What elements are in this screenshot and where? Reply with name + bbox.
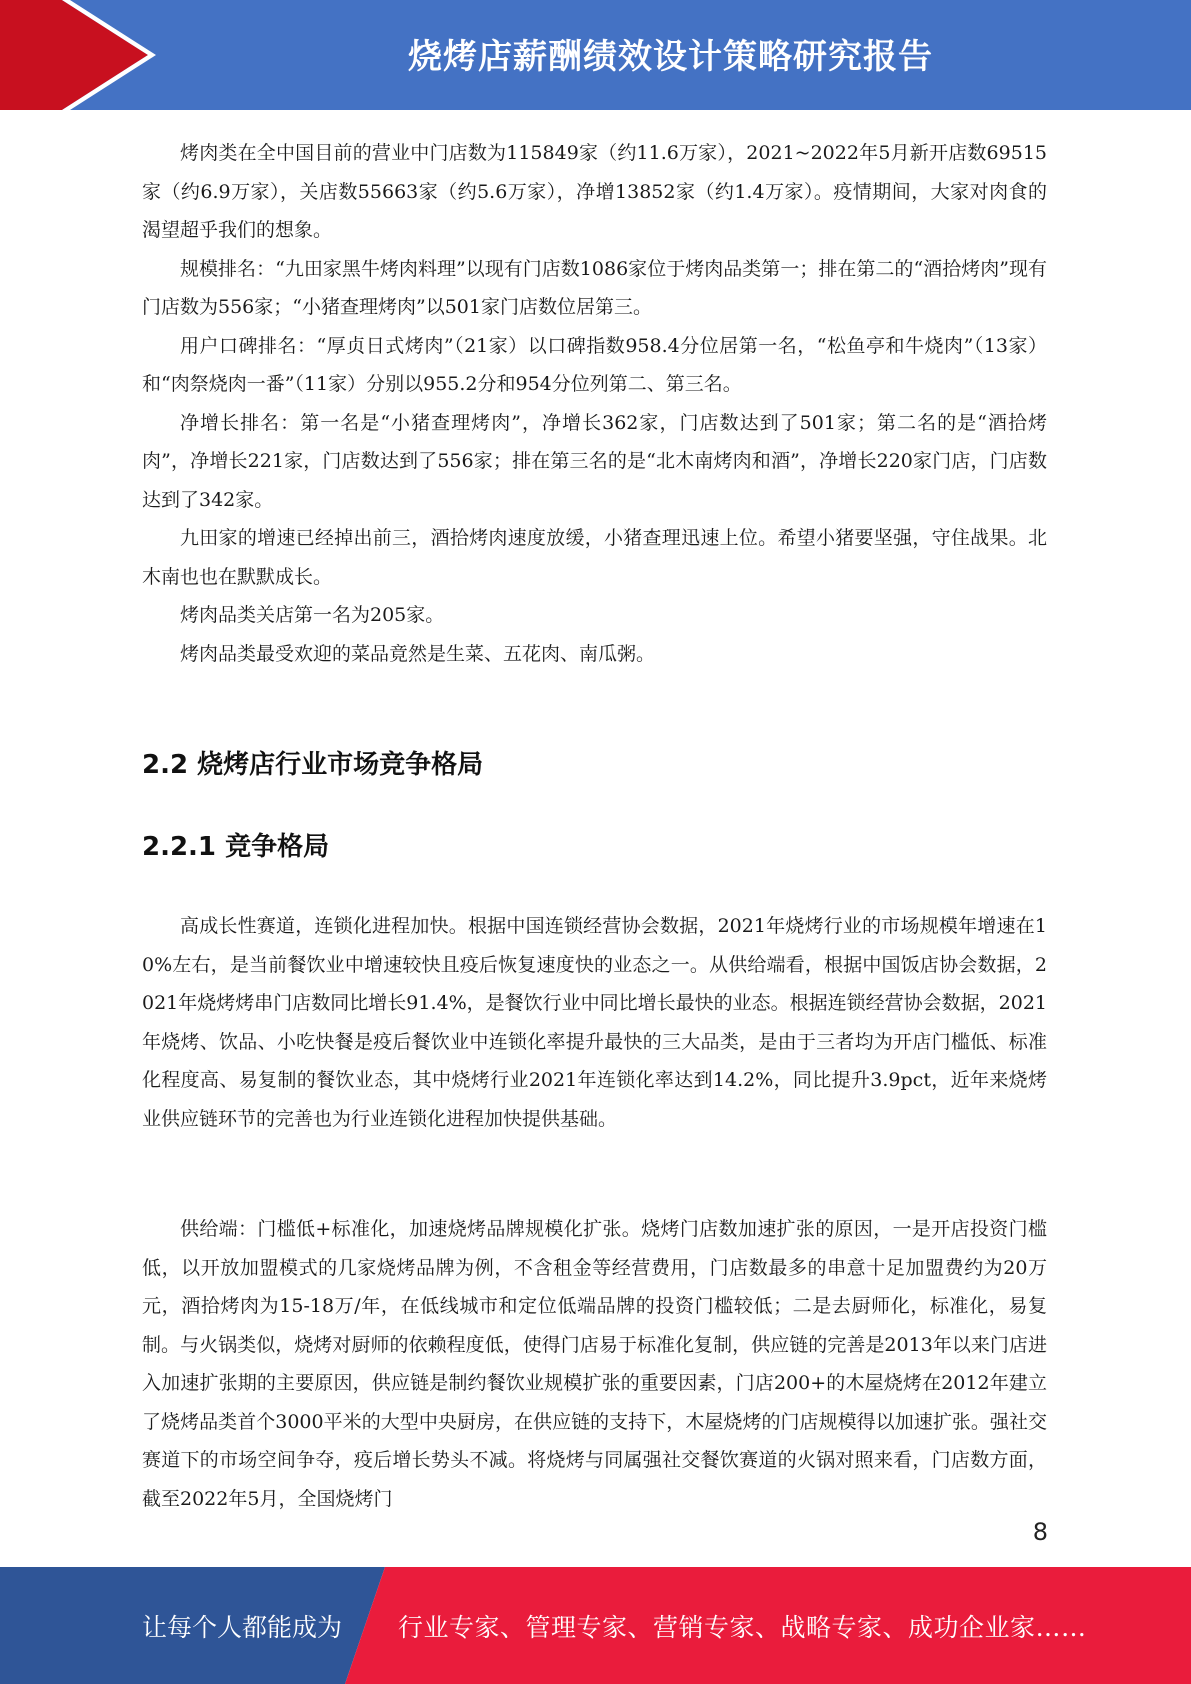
paragraph: 供给端：门槛低+标准化，加速烧烤品牌规模化扩张。烧烤门店数加速扩张的原因，一是开店投资门槛低，以开放加盟模式的几家烧烤品牌为例，不含租金等经营费用，门店数最多的串意十足加盟费约为20万元，酒拾烤肉为15-18万/年，在低线城市和定位低端品牌的投资门槛较低；二是去厨师化，标准化，易复制。与火锅类似，烧烤对厨师的依赖程度低，使得门店易于标准化复制，供应链的完善是2013年以来门店进入加速扩张期的主要原因，供应链是制约餐饮业规模扩张的重要因素，门店200+的木屋烧烤在2012年建立了烧烤品类首个3000平米的大型中央厨房，在供应链的支持下，木屋烧烤的门店规模得以加速扩张。强社交赛道下的市场空间争夺，疫后增长势头不减。将烧烤与同属强社交餐饮赛道的火锅对照来看，门店数方面，截至2022年5月，全国烧烤门 bbox=[142, 1218, 1047, 1510]
subsection-heading: 2.2.1 竞争格局 bbox=[142, 832, 330, 862]
page-footer bbox=[0, 1567, 1191, 1684]
body-text-bottom bbox=[142, 1210, 1047, 1518]
paragraph: 烤肉品类最受欢迎的菜品竟然是生菜、五花肉、南瓜粥。 bbox=[180, 642, 656, 665]
page-number: 8 bbox=[1032, 1518, 1048, 1546]
paragraph: 九田家的增速已经掉出前三，酒拾烤肉速度放缓，小猪查理迅速上位。希望小猪要坚强，守住战果。北木南也也在默默成长。 bbox=[142, 527, 1047, 588]
body-text-mid bbox=[142, 907, 1047, 1138]
document-title: 烧烤店薪酬绩效设计策略研究报告 bbox=[408, 36, 933, 77]
paragraph: 净增长排名：第一名是“小猪查理烤肉”，净增长362家，门店数达到了501家；第二名的是“酒拾烤肉”，净增长221家，门店数达到了556家；排在第三名的是“北木南烤肉和酒”，净增长220家门店，门店数达到了342家。 bbox=[142, 411, 1047, 511]
page-header bbox=[0, 0, 1191, 110]
paragraph: 用户口碑排名：“厚贞日式烤肉”（21家）以口碑指数958.4分位居第一名，“松鱼亭和牛烧肉”（13家）和“肉祭烧肉一番”（11家）分别以955.2分和954分位列第二、第三名。 bbox=[142, 334, 1047, 395]
paragraph: 规模排名：“九田家黑牛烤肉料理”以现有门店数1086家位于烤肉品类第一；排在第二的“酒拾烤肉”现有门店数为556家；“小猪查理烤肉”以501家门店数位居第三。 bbox=[142, 257, 1047, 318]
paragraph: 烤肉类在全中国目前的营业中门店数为115849家（约11.6万家），2021~2022年5月新开店数69515家（约6.9万家），关店数55663家（约5.6万家），净增13852家（约1.4万家）。疫情期间，大家对肉食的渴望超乎我们的想象。 bbox=[142, 142, 1047, 241]
footer-slogan-left: 让每个人都能成为 bbox=[142, 1612, 343, 1642]
paragraph: 高成长性赛道，连锁化进程加快。根据中国连锁经营协会数据，2021年烧烤行业的市场规模年增速在10%左右，是当前餐饮业中增速较快且疫后恢复速度快的业态之一。从供给端看，根据中国饭店协会数据，2021年烧烤烤串门店数同比增长91.4%，是餐饮行业中同比增长最快的业态。根据连锁经营协会数据，2021年烧烤、饮品、小吃快餐是疫后餐饮业中连锁化率提升最快的三大品类，是由于三者均为开店门槛低、标准化程度高、易复制的餐饮业态，其中烧烤行业2021年连锁化率达到14.2%，同比提升3.9pct，近年来烧烤业供应链环节的完善也为行业连锁化进程加快提供基础。 bbox=[142, 915, 1047, 1130]
footer-slogan-right: 行业专家、管理专家、营销专家、战略专家、成功企业家…… bbox=[398, 1612, 1087, 1642]
paragraph: 烤肉品类关店第一名为205家。 bbox=[180, 604, 445, 626]
body-text-top bbox=[142, 134, 1047, 673]
section-heading: 2.2 烧烤店行业市场竞争格局 bbox=[142, 750, 484, 780]
